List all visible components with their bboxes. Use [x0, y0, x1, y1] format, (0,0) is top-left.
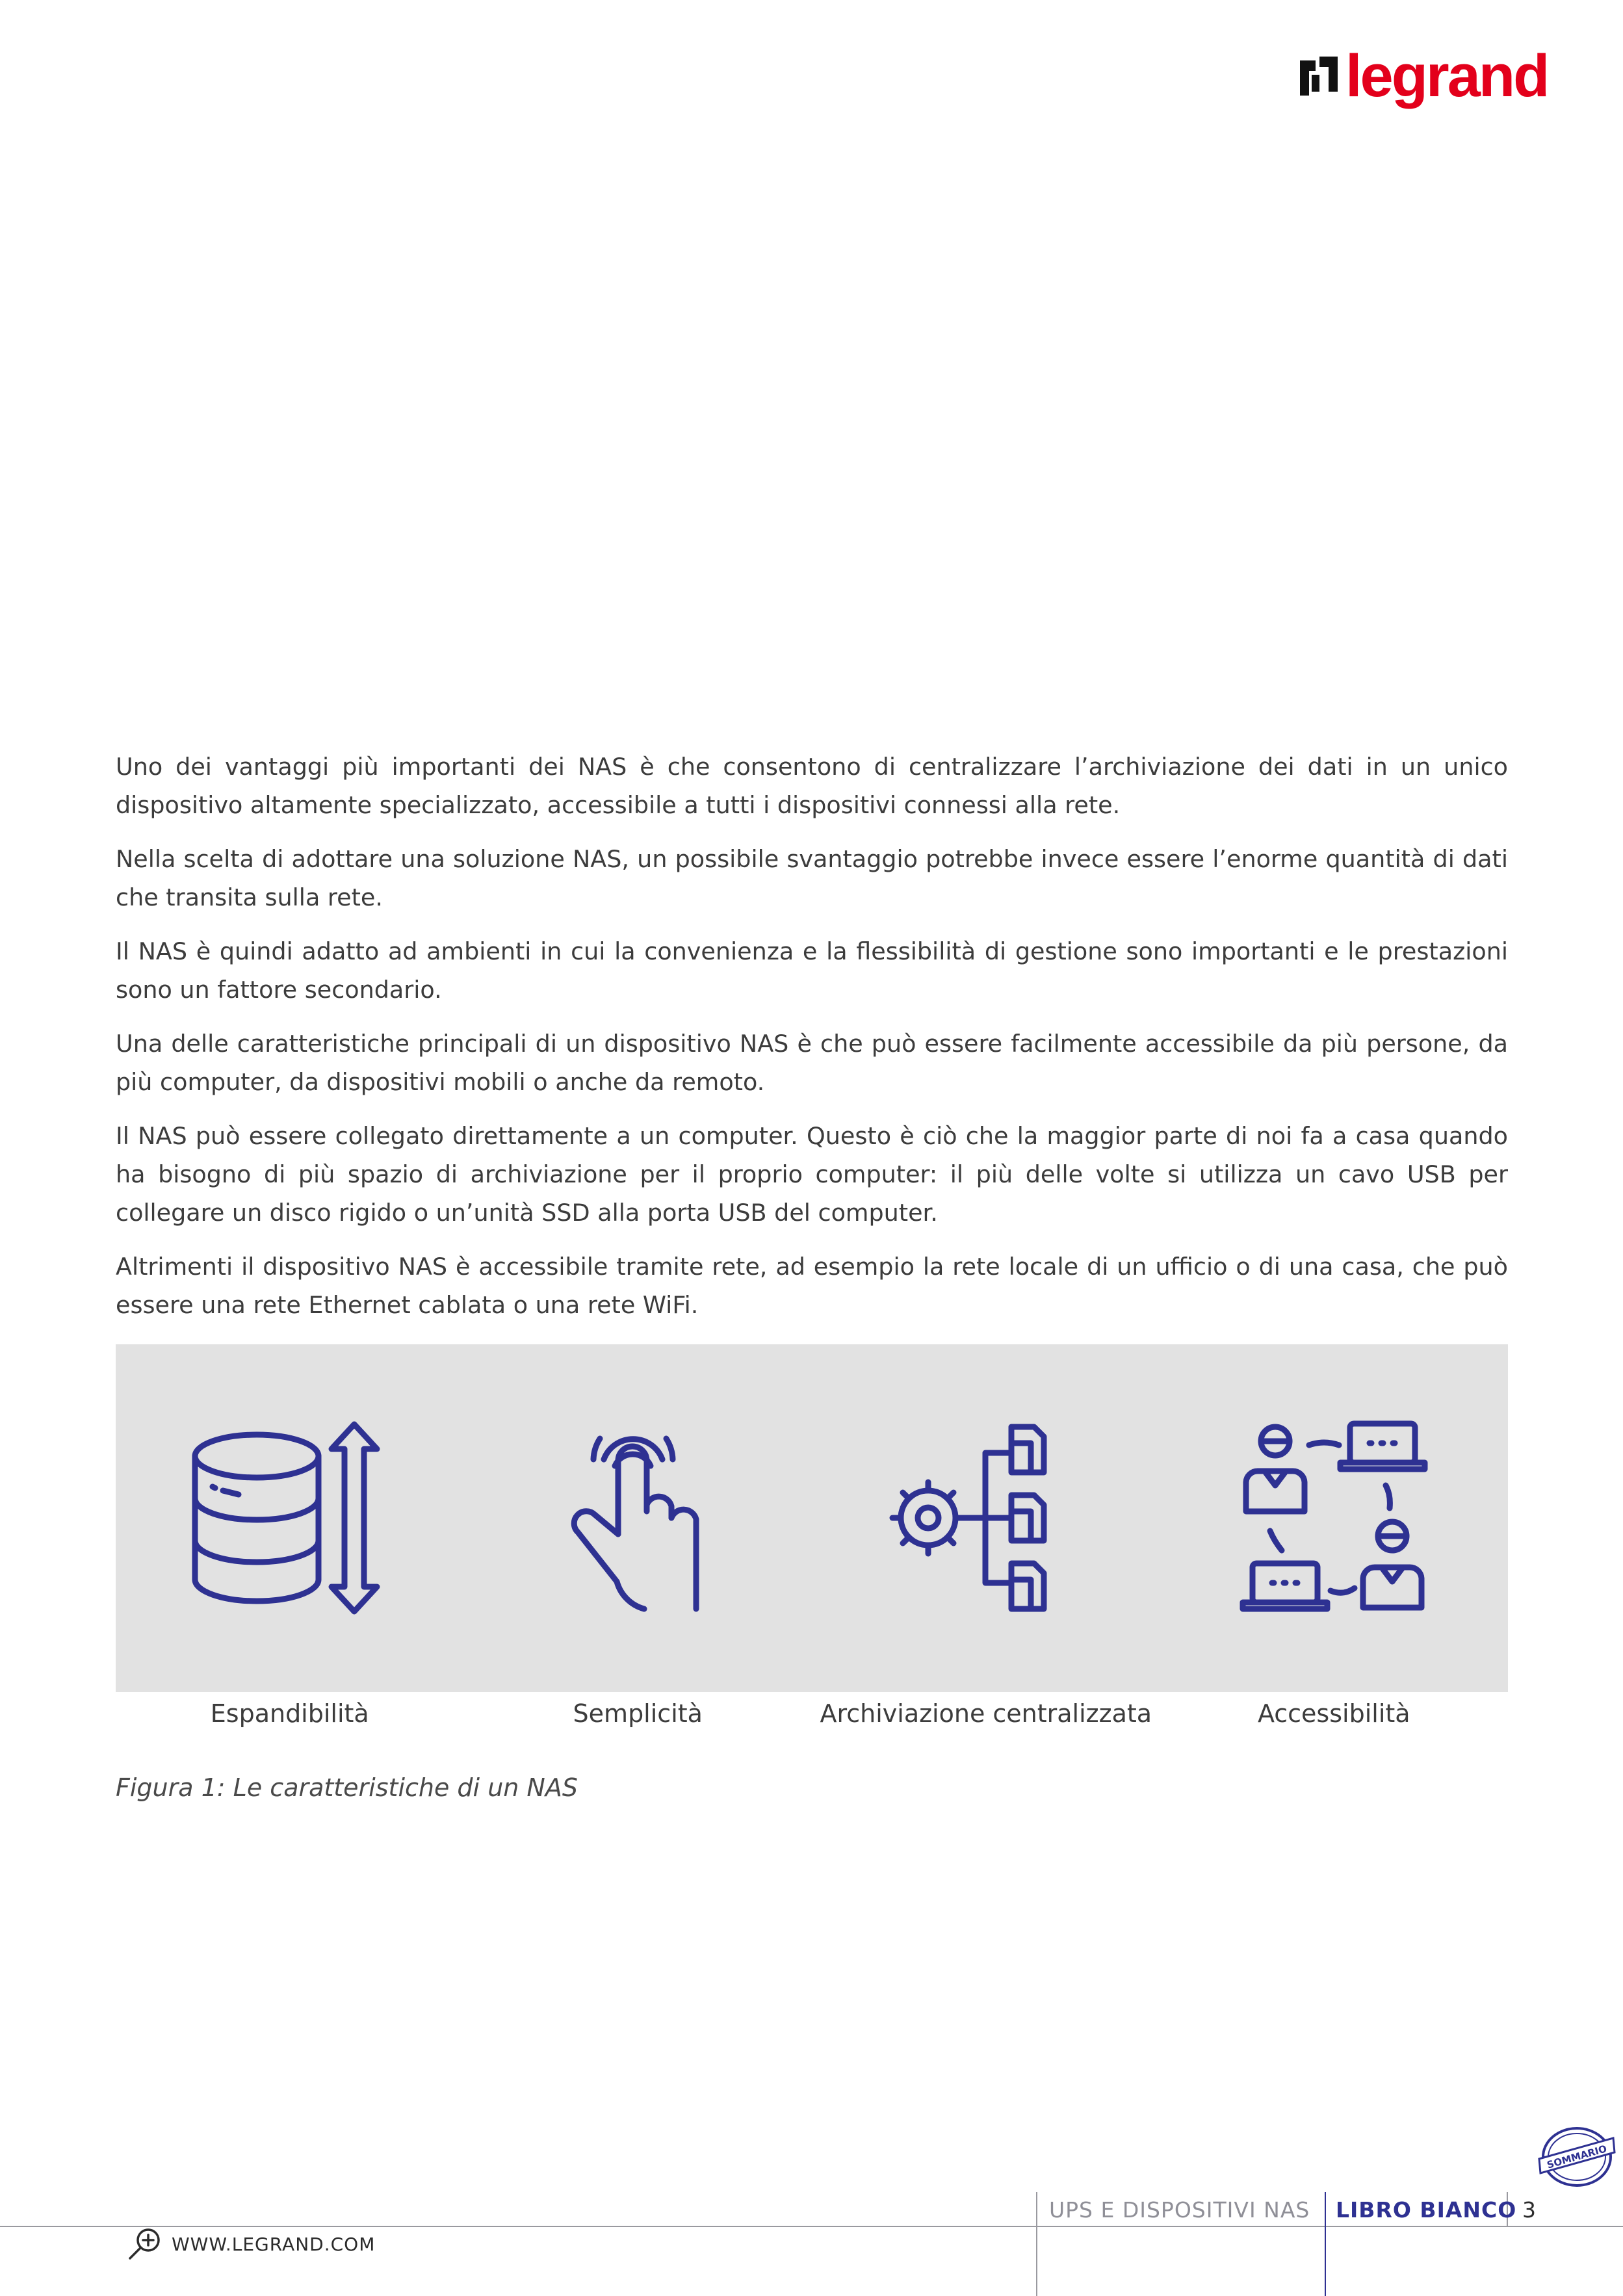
sommario-stamp-icon[interactable]: [1535, 2121, 1618, 2193]
legrand-mark-icon: [1300, 57, 1338, 96]
figure-cell-accessibilita: [1160, 1344, 1509, 1692]
touch-hand-icon: [540, 1420, 735, 1615]
footer-doc-title: UPS E DISPOSITIVI NAS: [1049, 2197, 1310, 2223]
figure-cell-archiviazione: [812, 1344, 1160, 1692]
brand-logo: [1300, 43, 1548, 109]
figure-label: Espandibilità: [210, 1699, 369, 1728]
gear-folders-icon: [888, 1420, 1083, 1615]
brand-name: legrand: [1345, 43, 1548, 109]
database-expand-icon: [192, 1420, 387, 1615]
paragraph: Il NAS può essere collegato direttamente a un computer. Questo è ciò che la maggior parte di noi fa a casa quando ha bisogno di più spazio di archiviazione per il proprio computer: il più delle volte si utilizza un cavo USB per collegare un disco rigido o un’unità SSD alla porta USB del computer.: [116, 1122, 1508, 1227]
footer-rule: [0, 2226, 1623, 2227]
figure-cell-espandibilita: [116, 1344, 464, 1692]
network-users-icon: [1236, 1420, 1431, 1615]
figure-label: Archiviazione centralizzata: [820, 1699, 1152, 1728]
figure-label: Accessibilità: [1257, 1699, 1410, 1728]
paragraph: Una delle caratteristiche principali di un dispositivo NAS è che può essere facilmente accessibile da più persone, da più computer, da dispositivi mobili o anche da remoto.: [116, 1030, 1508, 1096]
paragraph: Uno dei vantaggi più importanti dei NAS è che consentono di centralizzare l’archiviazione dei dati in un unico dispositivo altamente specializzato, accessibile a tutti i dispositivi connessi alla rete.: [116, 753, 1508, 819]
footer-divider: [1036, 2192, 1037, 2296]
body-text: [116, 748, 1508, 1340]
footer-doc-type: LIBRO BIANCO: [1336, 2197, 1517, 2223]
website-link[interactable]: WWW.LEGRAND.COM: [172, 2234, 376, 2255]
figure-cell-semplicita: [464, 1344, 812, 1692]
paragraph: Il NAS è quindi adatto ad ambienti in cui la convenienza e la flessibilità di gestione sono importanti e le prestazioni sono un fattore secondario.: [116, 937, 1508, 1004]
figure-labels: [116, 1699, 1508, 1728]
page-number: 3: [1522, 2197, 1536, 2223]
sommario-stamp-text: SOMMARIO: [1545, 2143, 1609, 2171]
magnifier-plus-icon: [125, 2226, 164, 2262]
figure-caption: Figura 1: Le caratteristiche di un NAS: [116, 1773, 578, 1802]
figure-panel: [116, 1344, 1508, 1692]
footer-divider-accent: [1325, 2192, 1326, 2296]
figure-label: Semplicità: [573, 1699, 703, 1728]
paragraph: Nella scelta di adottare una soluzione NAS, un possibile svantaggio potrebbe invece essere l’enorme quantità di dati che transita sulla rete.: [116, 845, 1508, 911]
paragraph: Altrimenti il dispositivo NAS è accessibile tramite rete, ad esempio la rete locale di un ufficio o di una casa, che può essere una rete Ethernet cablata o una rete WiFi.: [116, 1253, 1508, 1319]
